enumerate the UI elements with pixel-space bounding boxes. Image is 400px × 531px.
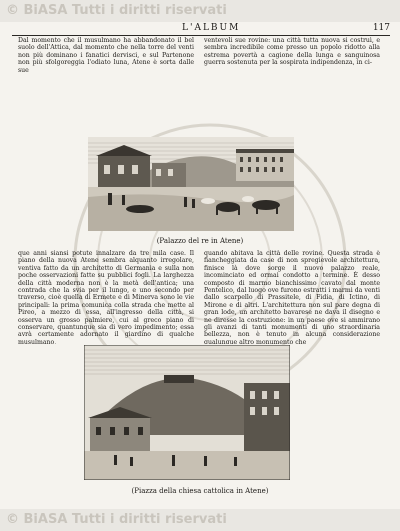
paragraph: Dal momento che il musulmano ha abbandonato il bel suolo dell'Attica, dal momento che nella torre del venti non più dominano i fanatici dervisci, e sul Partenone non più sfolgoreggia l'odiato luna, Atene è sorta dalle sue (18, 37, 194, 74)
page-header (12, 22, 390, 36)
copyright-banner-top: © BiASA Tutti i diritti riservati (0, 0, 400, 22)
engraving-catholic-church-square (84, 345, 290, 480)
engraving-royal-palace (88, 137, 294, 231)
paragraph: que anni siansi potute innalzare da tre mila case. Il piano della nuova Atene sembra alquanto irregolare, ventiva fatto da un architetto di Germania e sulla non poche osservazioni fatte su pubblici fogli. La larghezza della città moderna non è la metà dell'antica; una contrada che la svia per il lungo, e uno secondo per traverso, cioè quella di Ermete e di Minerva sono le vie principali: la prima comunica colla strada che mette al Pireo, a mezzo di essa, all'ingresso della città, si osserva un grosso palmiere, cui al greco piano di conservare, quantunque sia di vero impedimento; essa avrà certamente adornato il giardino di qualche musulmano, (18, 250, 194, 344)
caption-catholic-church-square: (Piazza della chiesa cattolica in Atene) (131, 487, 269, 495)
top-text-columns (18, 37, 382, 93)
middle-text-columns (18, 250, 382, 344)
text-column-right (204, 37, 380, 93)
paragraph: ventevoli sue rovine: una città tutta nuova si costruì, e sembra incredibile come presso un popolo ridotto alla estrema povertà a cagione della lunga e sanguinosa guerra sostenuta per la sospirata indipendenza, in ci- (204, 37, 380, 67)
text-column-left (18, 37, 194, 93)
paragraph: quando abitava la città delle rovine. Questa strada è fiancheggiata da case di non spregievole architettura, finisce là dove sorge il nuovo palazzo reale, incominciato ed ormai condotto a termine. È desso composto di marmo bianchissimo cavato dal monte Pentelico, dal luogo ove furono estratti i marmi da venti dallo scarpello di Prassitele, di Fidia, di Ictino, di Mirone e di altri. L'architettura non sul pare degna di gran lode, un architetto bavarese ne dava il disegno e ne diresse la costruzione: in un paese ove si ammirano gli avanzi di tanti monumenti di uno straordinaria bellezza, non è tenuto in alcuna considerazione qualunque altro monumento che (204, 250, 380, 344)
text-column-left (18, 250, 194, 344)
journal-title: L'ALBUM (182, 23, 241, 33)
caption-royal-palace: (Palazzo del re in Atene) (156, 237, 244, 245)
copyright-banner-bottom: © BiASA Tutti i diritti riservati (0, 509, 400, 531)
text-column-right (204, 250, 380, 344)
page-number: 117 (372, 23, 390, 33)
